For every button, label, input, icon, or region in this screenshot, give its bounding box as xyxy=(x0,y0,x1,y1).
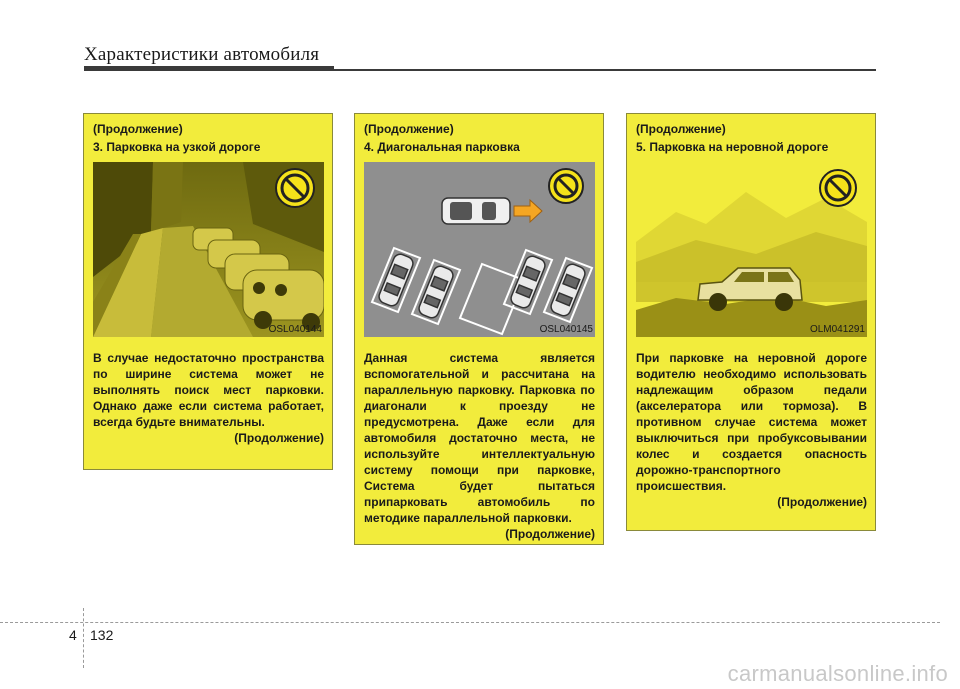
card-heading: 4. Диагональная парковка xyxy=(364,140,520,154)
continued-top: (Продолжение) xyxy=(364,122,454,136)
card-narrow-road xyxy=(83,113,333,470)
continued-bottom: (Продолжение) xyxy=(505,527,595,541)
card-heading: 3. Парковка на узкой дороге xyxy=(93,140,261,154)
diagonal-parking-illustration xyxy=(364,162,595,337)
card-body xyxy=(636,350,867,510)
watermark: carmanualsonline.info xyxy=(727,661,948,686)
card-body-text: Данная система является вспомогательной и рассчитана на параллельную парковку. Парковка по диагонали к проезду не предусмотрена. Даже если для автомобиля достаточно места, не используйте интеллектуальную систему помощи при парковке, Система будет пытаться припарковать автомобиль по методике параллельной парковки. xyxy=(364,351,595,525)
header-rule-thin xyxy=(334,69,876,71)
card-body-text: В случае недостаточно пространства по ширине система может не выполнять поиск мест парковки. Однако даже если система работает, всегда будьте внимательны. xyxy=(93,351,324,429)
continued-top: (Продолжение) xyxy=(636,122,726,136)
image-code: OSL040144 xyxy=(268,324,322,335)
narrow-road-illustration xyxy=(93,162,324,337)
continued-top: (Продолжение) xyxy=(93,122,183,136)
footer-dashed-line xyxy=(0,622,940,623)
page-number: 132 xyxy=(90,627,114,643)
chapter-number: 4 xyxy=(69,627,77,643)
photo-narrow-road xyxy=(93,162,324,337)
card-uneven-road xyxy=(626,113,876,531)
card-body xyxy=(93,350,324,446)
continued-bottom: (Продолжение) xyxy=(777,495,867,509)
card-diagonal-parking xyxy=(354,113,604,545)
card-body-text: При парковке на неровной дороге водителю необходимо использовать надлежащим образом педали (акселератора или тормоза). В противном случае система может выключиться при пробуксовывании колес и создается опасность дорожно-транспортного происшествия. xyxy=(636,351,867,493)
card-body xyxy=(364,350,595,542)
photo-diagonal-parking xyxy=(364,162,595,337)
uneven-road-illustration xyxy=(636,162,867,337)
photo-uneven-road xyxy=(636,162,867,337)
header-rule-thick xyxy=(84,66,334,71)
image-code: OLM041291 xyxy=(809,324,865,335)
header-title: Характеристики автомобиля xyxy=(84,44,320,65)
card-heading: 5. Парковка на неровной дороге xyxy=(636,140,829,154)
continued-bottom: (Продолжение) xyxy=(234,431,324,445)
image-code: OSL040145 xyxy=(539,324,593,335)
footer-vertical-dash xyxy=(83,608,84,668)
